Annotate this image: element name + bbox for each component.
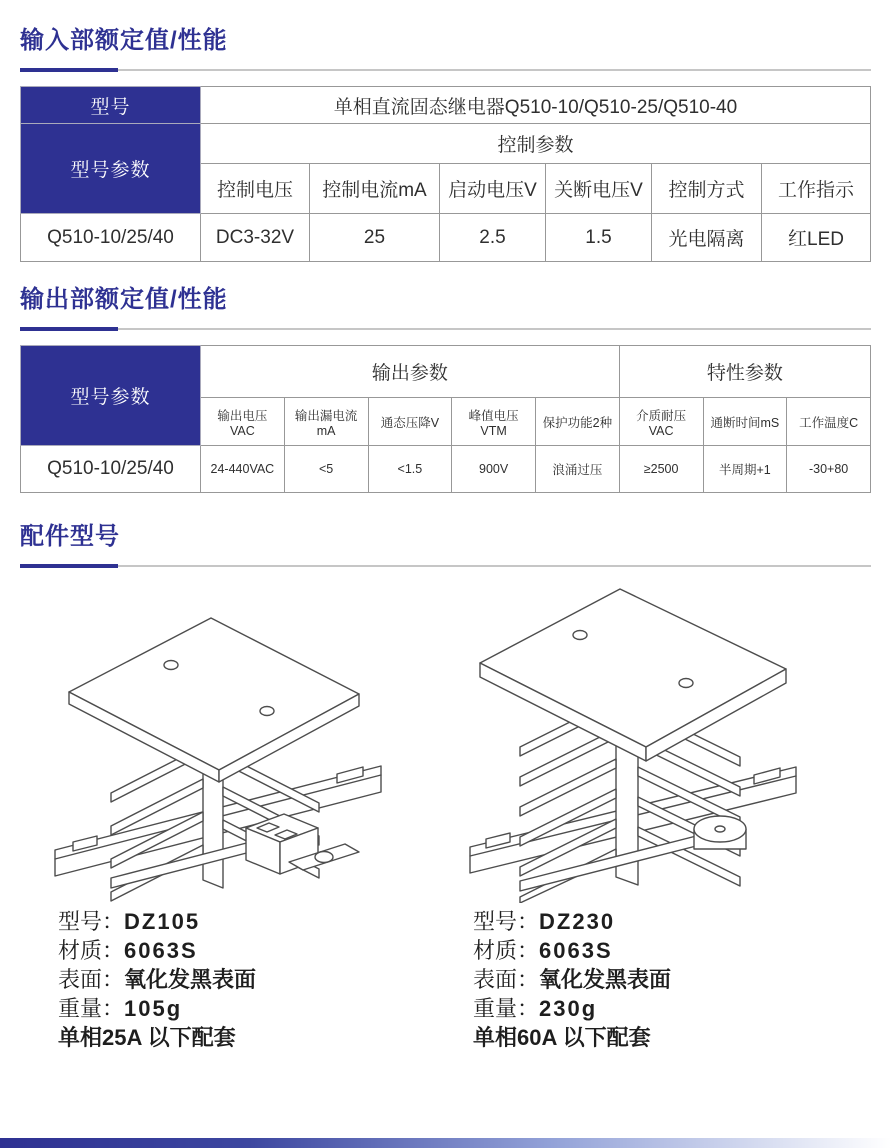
spec-line bbox=[473, 907, 830, 936]
spec-colon: ： bbox=[102, 938, 125, 963]
param-header-cell: 型号参数 bbox=[21, 124, 201, 214]
heatsink-dz105-drawing bbox=[20, 573, 415, 903]
value-cell: 浪涌过压 bbox=[536, 446, 620, 493]
spec-value: 氧化发黑表面 bbox=[539, 967, 672, 992]
column-header: 峰值电压VTM bbox=[452, 398, 536, 446]
spec-line bbox=[58, 994, 415, 1023]
column-header: 通态压降V bbox=[368, 398, 452, 446]
rail-clip bbox=[694, 816, 746, 849]
product-name-cell: 单相直流固态继电器Q510-10/Q510-25/Q510-40 bbox=[201, 87, 871, 124]
output-section-title: 输出部额定值/性能 bbox=[20, 286, 228, 313]
spec-value: DZ230 bbox=[539, 909, 616, 934]
column-header: 关断电压V bbox=[546, 164, 652, 214]
terminal-block bbox=[246, 814, 359, 874]
spec-colon: ： bbox=[102, 996, 125, 1021]
spec-label: 重量 bbox=[473, 996, 518, 1021]
spec-line bbox=[473, 994, 830, 1023]
input-section-title: 输入部额定值/性能 bbox=[20, 27, 228, 54]
row-label-cell: Q510-10/25/40 bbox=[21, 214, 201, 262]
value-cell: 红LED bbox=[762, 214, 871, 262]
spec-value: 105g bbox=[124, 996, 183, 1021]
spec-label: 型号 bbox=[473, 909, 518, 934]
spec-line bbox=[473, 936, 830, 965]
spec-value: DZ105 bbox=[124, 909, 201, 934]
accessory-item-dz230 bbox=[435, 573, 830, 1052]
spec-label: 材质 bbox=[473, 938, 518, 963]
spec-label: 重量 bbox=[58, 996, 103, 1021]
spec-colon: ： bbox=[517, 996, 540, 1021]
value-cell: 光电隔离 bbox=[652, 214, 762, 262]
spec-value: 6063S bbox=[539, 938, 613, 963]
spec-label: 材质 bbox=[58, 938, 103, 963]
value-cell: DC3-32V bbox=[201, 214, 310, 262]
heatsink-dz105-specs bbox=[58, 907, 415, 1052]
output-params-group-cell: 输出参数 bbox=[201, 346, 620, 398]
spec-line bbox=[58, 936, 415, 965]
accessory-section-title: 配件型号 bbox=[20, 523, 120, 550]
spec-line bbox=[473, 965, 830, 994]
value-cell: -30+80 bbox=[787, 446, 871, 493]
heatsink-large-icon bbox=[468, 571, 798, 903]
row-label-cell: Q510-10/25/40 bbox=[21, 446, 201, 493]
spec-note: 单相60A 以下配套 bbox=[473, 1025, 651, 1050]
spec-line bbox=[58, 965, 415, 994]
control-params-group-cell: 控制参数 bbox=[201, 124, 871, 164]
column-header: 输出漏电流mA bbox=[284, 398, 368, 446]
section-divider bbox=[20, 563, 871, 567]
value-cell: 900V bbox=[452, 446, 536, 493]
heatsink-dz230-specs bbox=[473, 907, 830, 1052]
value-cell: 半周期+1 bbox=[703, 446, 787, 493]
spec-value: 6063S bbox=[124, 938, 198, 963]
model-header-cell: 型号 bbox=[21, 87, 201, 124]
value-cell: 1.5 bbox=[546, 214, 652, 262]
input-ratings-table bbox=[20, 86, 871, 262]
output-ratings-table bbox=[20, 345, 871, 493]
column-header: 通断时间mS bbox=[703, 398, 787, 446]
accessory-row bbox=[0, 573, 891, 1052]
column-header: 启动电压V bbox=[440, 164, 546, 214]
spec-label: 表面 bbox=[58, 967, 103, 992]
spec-colon: ： bbox=[102, 967, 125, 992]
column-header: 输出电压VAC bbox=[201, 398, 285, 446]
column-header: 工作指示 bbox=[762, 164, 871, 214]
section-divider bbox=[20, 67, 871, 71]
column-header: 介质耐压VAC bbox=[619, 398, 703, 446]
heatsink-top-plate bbox=[69, 618, 359, 782]
value-cell: <1.5 bbox=[368, 446, 452, 493]
spec-label: 表面 bbox=[473, 967, 518, 992]
divider-accent bbox=[20, 327, 118, 331]
heatsink-dz230-drawing bbox=[435, 573, 830, 903]
spec-note: 单相25A 以下配套 bbox=[58, 1025, 236, 1050]
divider-line bbox=[20, 69, 871, 71]
heatsink-small-icon bbox=[53, 588, 383, 903]
column-header: 保护功能2种 bbox=[536, 398, 620, 446]
feature-params-group-cell: 特性参数 bbox=[619, 346, 870, 398]
spec-colon: ： bbox=[102, 909, 125, 934]
datasheet-page bbox=[0, 0, 891, 567]
heatsink-top-plate bbox=[480, 589, 786, 761]
column-header: 工作温度C bbox=[787, 398, 871, 446]
column-header: 控制电流mA bbox=[310, 164, 440, 214]
accessory-item-dz105 bbox=[20, 573, 415, 1052]
value-cell: ≥2500 bbox=[619, 446, 703, 493]
value-cell: 25 bbox=[310, 214, 440, 262]
spec-label: 型号 bbox=[58, 909, 103, 934]
section-divider bbox=[20, 326, 871, 330]
value-cell: 24-440VAC bbox=[201, 446, 285, 493]
spec-colon: ： bbox=[517, 909, 540, 934]
spec-colon: ： bbox=[517, 938, 540, 963]
divider-line bbox=[20, 565, 871, 567]
divider-accent bbox=[20, 68, 118, 72]
column-header: 控制方式 bbox=[652, 164, 762, 214]
footer-gradient-bar bbox=[0, 1138, 891, 1148]
spec-line bbox=[58, 907, 415, 936]
param-header-cell: 型号参数 bbox=[21, 346, 201, 446]
divider-accent bbox=[20, 564, 118, 568]
divider-line bbox=[20, 328, 871, 330]
value-cell: 2.5 bbox=[440, 214, 546, 262]
value-cell: <5 bbox=[284, 446, 368, 493]
spec-colon: ： bbox=[517, 967, 540, 992]
spec-value: 230g bbox=[539, 996, 598, 1021]
column-header: 控制电压 bbox=[201, 164, 310, 214]
spec-value: 氧化发黑表面 bbox=[124, 967, 257, 992]
